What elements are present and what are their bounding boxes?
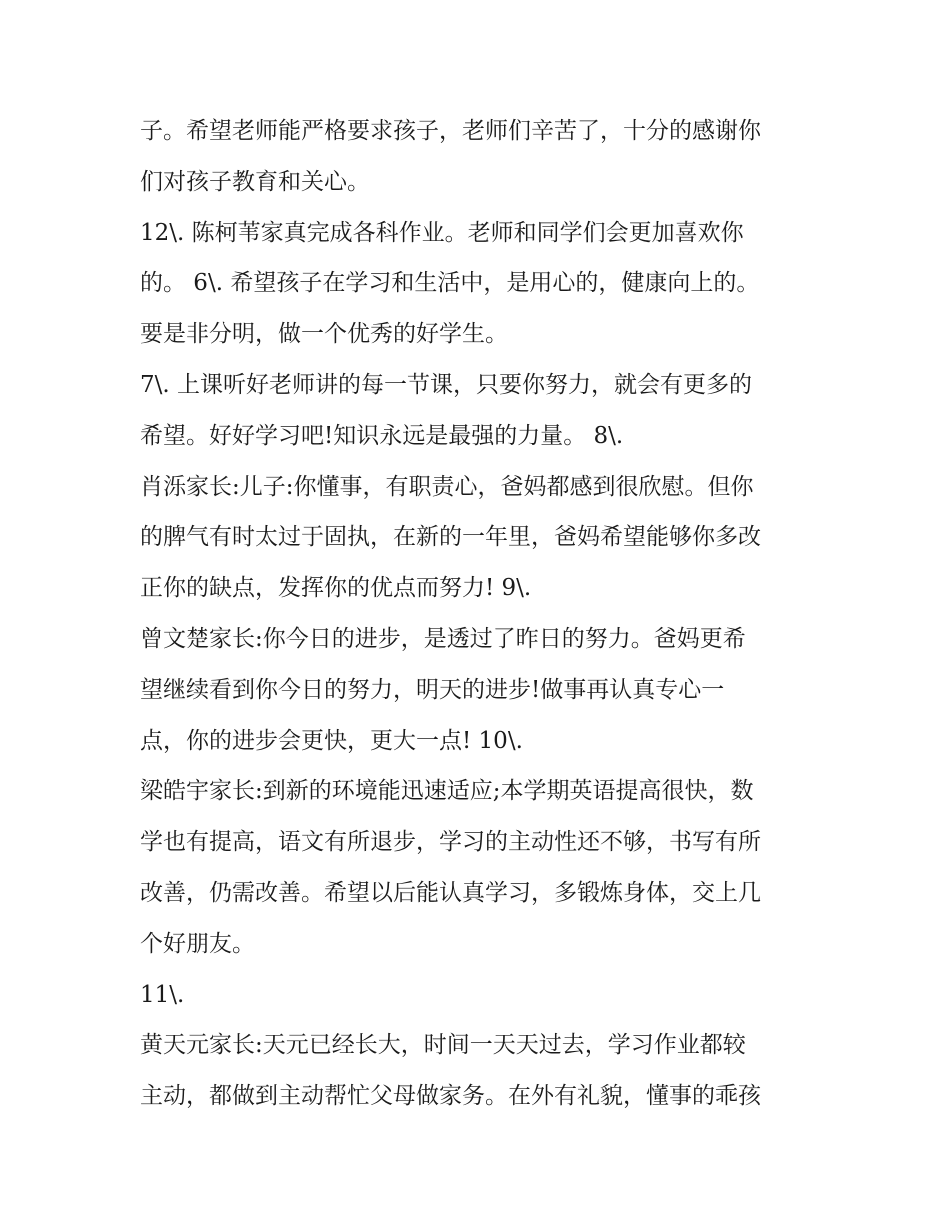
text-line: 主动，都做到主动帮忙父母做家务。在外有礼貌，懂事的乖孩 [140,1083,761,1110]
text-line: 的脾气有时太过于固执，在新的一年里，爸妈希望能够你多改 [140,524,761,551]
text-line: 的。 6\. 希望孩子在学习和生活中，是用心的，健康向上的。 [140,270,760,297]
text-line: 们对孩子教育和关心。 [140,168,370,195]
text-line: 曾文楚家长:你今日的进步，是透过了昨日的努力。爸妈更希 [140,625,746,652]
text-line: 改善，仍需改善。希望以后能认真学习，多锻炼身体，交上几 [140,879,761,906]
text-line: 7\. 上课听好老师讲的每一节课，只要你努力，就会有更多的 [140,371,753,398]
text-line: 子。希望老师能严格要求孩子，老师们辛苦了，十分的感谢你 [140,118,761,144]
text-line: 11\. [140,981,185,1008]
document-body [140,106,820,1122]
text-line: 12\. 陈柯苇家真完成各科作业。老师和同学们会更加喜欢你 [140,219,744,246]
text-line: 梁皓宇家长:到新的环境能迅速适应;本学期英语提高很快，数 [140,778,754,805]
text-line: 希望。好好学习吧!知识永远是最强的力量。 8\. [140,422,624,449]
text-line: 学也有提高，语文有所退步，学习的主动性还不够，书写有所 [140,829,761,856]
text-line: 望继续看到你今日的努力，明天的进步!做事再认真专心一 [140,676,725,703]
text-line: 点，你的进步会更快，更大一点! 10\. [140,727,523,754]
text-line: 肖泺家长:儿子:你懂事，有职责心，爸妈都感到很欣慰。但你 [140,473,754,500]
text-line: 个好朋友。 [140,930,255,957]
text-line: 要是非分明，做一个优秀的好学生。 [140,321,508,348]
text-line: 正你的缺点，发挥你的优点而努力! 9\. [140,575,532,602]
text-line: 黄天元家长:天元已经长大，时间一天天过去，学习作业都较 [140,1032,746,1059]
